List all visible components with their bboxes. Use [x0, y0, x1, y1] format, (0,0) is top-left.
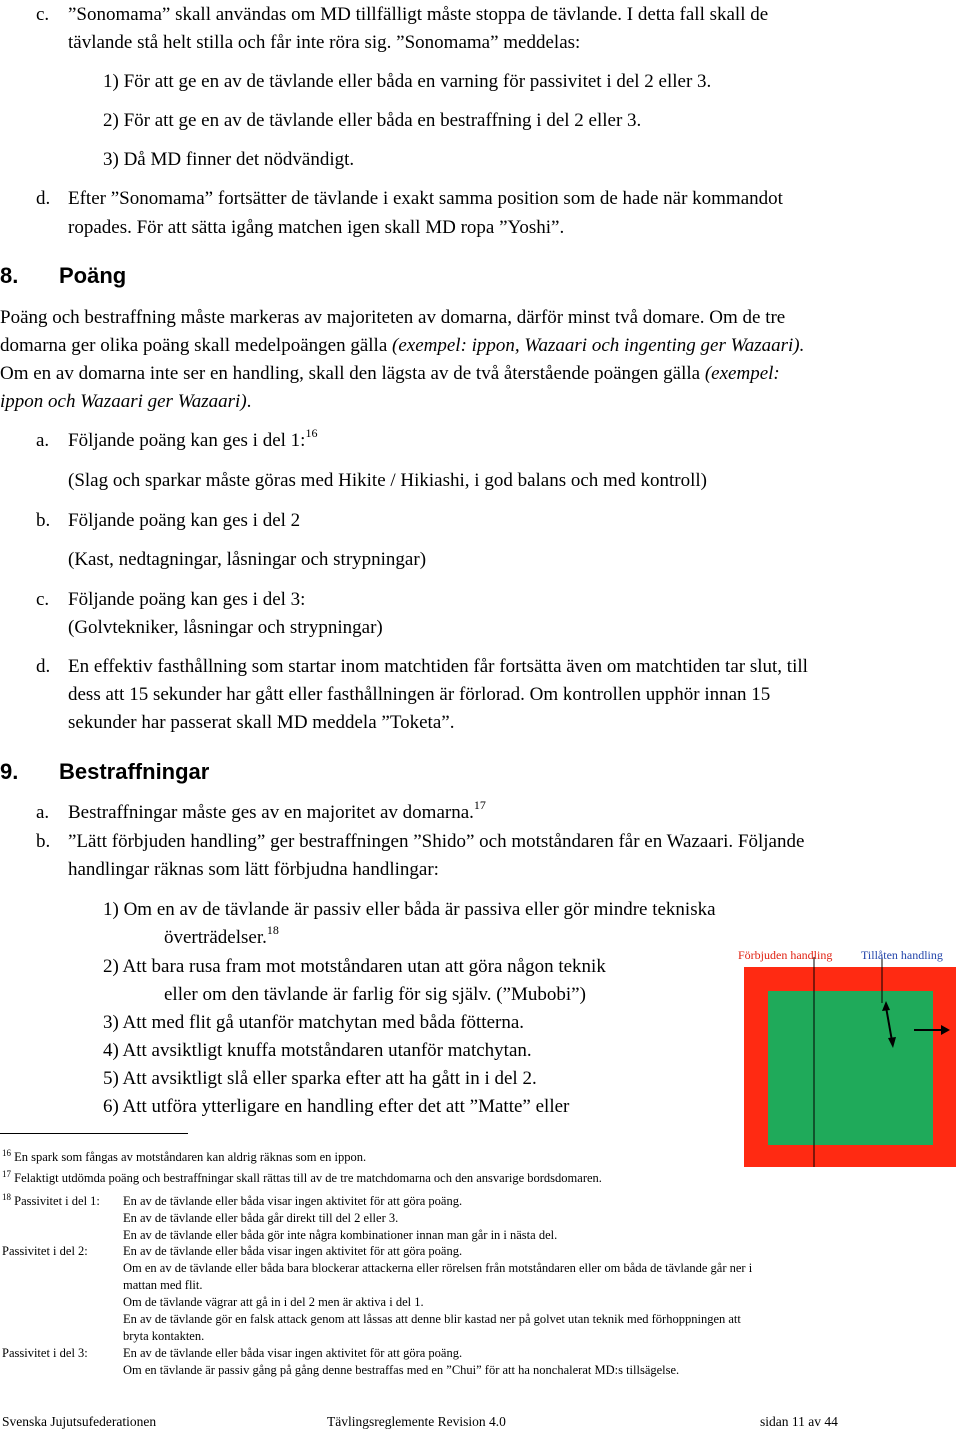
- footnote-text: En spark som fångas av motståndaren kan aldrig räknas som en ippon.: [14, 1150, 367, 1164]
- sub-item: 6) Att utföra ytterligare en handling efter det att ”Matte” eller: [103, 1096, 570, 1117]
- footnote-line: Om de tävlande vägrar att gå in i del 2 men är aktiva i del 1.: [123, 1295, 424, 1309]
- match-area-svg: [736, 945, 958, 1170]
- paragraph-line: sekunder har passerat skall MD meddela ”Toketa”.: [68, 712, 455, 733]
- text-italic: (exempel:: [704, 363, 780, 384]
- item-note: (Kast, nedtagningar, låsningar och strypningar): [68, 549, 427, 570]
- footnote-line: En av de tävlande gör en falsk attack genom att låssas att denne blir kastad ner på golvet utan teknik med förhoppningen att: [123, 1312, 741, 1326]
- paragraph-line: [0, 336, 804, 355]
- list-marker: b.: [36, 831, 51, 852]
- diagram-label-forbidden: Förbjuden handling: [738, 948, 833, 962]
- list-marker: a.: [36, 802, 50, 823]
- list-marker: c.: [36, 4, 50, 25]
- footnote-line: bryta kontakten.: [123, 1329, 205, 1343]
- list-item: [68, 798, 486, 823]
- text-italic: ippon och Wazaari ger Wazaari): [0, 391, 247, 412]
- footnote-number: 17: [2, 1169, 11, 1179]
- item-text: Bestraffningar måste ges av en majoritet av domarna.: [68, 802, 474, 823]
- paragraph-line: tävlande stå helt stilla och får inte röra sig. ”Sonomama” meddelas:: [68, 32, 581, 53]
- sub-item: 4) Att avsiktligt knuffa motståndaren utanför matchytan.: [103, 1040, 532, 1061]
- text-normal: .: [246, 391, 252, 412]
- footnote-line: En av de tävlande eller båda går direkt till del 2 eller 3.: [123, 1211, 399, 1225]
- sub-item: 1) Om en av de tävlande är passiv eller båda är passiva eller gör mindre tekniska: [103, 899, 716, 920]
- section-title: Bestraffningar: [59, 759, 210, 784]
- text-normal: domarna ger olika poäng skall medelpoängen gälla: [0, 335, 393, 356]
- list-marker: a.: [36, 430, 50, 451]
- section-number: 8.: [0, 263, 19, 288]
- footnote: [2, 1192, 100, 1208]
- sub-item: 5) Att avsiktligt slå eller sparka efter att ha gått in i del 2.: [103, 1068, 537, 1089]
- paragraph-line: [0, 364, 780, 383]
- sub-item: eller om den tävlande är farlig för sig själv. (”Mubobi”): [164, 984, 586, 1005]
- sub-item: [164, 923, 279, 948]
- footnote-line: Om en av de tävlande eller båda bara blockerar attackerna eller rörelsen från motståndaren eller om båda de tävlande går ner i: [123, 1261, 753, 1275]
- footnote-separator: [0, 1133, 188, 1134]
- footnote-text: Felaktigt utdömda poäng och bestraffningar skall rättas till av de tre matchdomarna och den ansvarige bordsdomaren.: [14, 1171, 602, 1185]
- sub-item: 1) För att ge en av de tävlande eller båda en varning för passivitet i del 2 eller 3.: [103, 71, 712, 92]
- diagram-label-allowed: Tillåten handling: [861, 948, 943, 962]
- paragraph-line: handlingar räknas som lätt förbjudna handlingar:: [68, 859, 439, 880]
- footnote-label: Passivitet i del 2:: [2, 1244, 88, 1258]
- footer-document: Tävlingsreglemente Revision 4.0: [327, 1414, 506, 1429]
- sub-item: 3) Att med flit gå utanför matchytan med båda fötterna.: [103, 1012, 525, 1033]
- item-note: (Golvtekniker, låsningar och strypningar): [68, 617, 383, 638]
- paragraph-line: Poäng och bestraffning måste markeras av majoriteten av domarna, därför minst två domare. Om de tre: [0, 307, 786, 328]
- footnote-ref[interactable]: 18: [266, 923, 279, 937]
- footnote-line: En av de tävlande eller båda visar ingen aktivitet för att göra poäng.: [123, 1244, 463, 1258]
- list-item: [68, 426, 318, 451]
- paragraph-line: En effektiv fasthållning som startar inom matchtiden får fortsätta även om matchtiden tar slut, till: [68, 656, 808, 677]
- footnote-line: En av de tävlande eller båda visar ingen aktivitet för att göra poäng.: [123, 1194, 463, 1208]
- paragraph-line: ”Sonomama” skall användas om MD tillfälligt måste stoppa de tävlande. I detta fall skall de: [68, 4, 769, 25]
- list-marker: d.: [36, 188, 51, 209]
- footnote-ref[interactable]: 17: [473, 798, 486, 812]
- allowed-zone: [768, 991, 933, 1145]
- footnote-number: 18: [2, 1192, 11, 1202]
- section-title: Poäng: [59, 263, 127, 288]
- footnote-line: mattan med flit.: [123, 1278, 203, 1292]
- paragraph-line: dess att 15 sekunder har gått eller fasthållningen är förlorad. Om kontrollen upphör innan 15: [68, 684, 771, 705]
- list-item: Följande poäng kan ges i del 2: [68, 510, 301, 531]
- paragraph-line: ropades. För att sätta igång matchen igen skall MD ropa ”Yoshi”.: [68, 217, 565, 238]
- text-normal: Om en av domarna inte ser en handling, skall den lägsta av de två återstående poängen gälla: [0, 363, 705, 384]
- sub-item: 2) För att ge en av de tävlande eller båda en bestraffning i del 2 eller 3.: [103, 110, 642, 131]
- footnote-line: En av de tävlande eller båda visar ingen aktivitet för att göra poäng.: [123, 1346, 463, 1360]
- sub-item: 2) Att bara rusa fram mot motståndaren utan att göra någon teknik: [103, 956, 606, 977]
- list-marker: b.: [36, 510, 51, 531]
- footer-organization: Svenska Jujutsufederationen: [2, 1414, 157, 1429]
- footnote: [2, 1148, 367, 1164]
- footnote-label: Passivitet i del 3:: [2, 1346, 88, 1360]
- paragraph-line: [0, 392, 251, 411]
- footnote-line: Om en tävlande är passiv gång på gång denne bestraffas med en ”Chui” för att ha nonchalerat MD:s tillsägelse.: [123, 1363, 680, 1377]
- footnote-number: 16: [2, 1148, 11, 1158]
- paragraph-line: Efter ”Sonomama” fortsätter de tävlande i exakt samma position som de hade när kommandot: [68, 188, 783, 209]
- item-note: (Slag och sparkar måste göras med Hikite / Hikiashi, i god balans och med kontroll): [68, 470, 707, 491]
- match-area-diagram: [736, 945, 958, 1170]
- footnote-label: Passivitet i del 1:: [14, 1194, 100, 1208]
- footnote: [2, 1169, 602, 1185]
- list-marker: d.: [36, 656, 51, 677]
- item-text: Följande poäng kan ges i del 1:: [68, 430, 306, 451]
- section-number: 9.: [0, 759, 19, 784]
- footer-page-number: sidan 11 av 44: [760, 1414, 838, 1429]
- footnote-ref[interactable]: 16: [305, 426, 318, 440]
- paragraph-line: ”Lätt förbjuden handling” ger bestraffningen ”Shido” och motståndaren får en Wazaari. Följande: [68, 831, 805, 852]
- item-text: överträdelser.: [164, 927, 267, 948]
- text-italic: (exempel: ippon, Wazaari och ingenting ger Wazaari).: [392, 335, 805, 356]
- sub-item: 3) Då MD finner det nödvändigt.: [103, 149, 355, 170]
- list-item: Följande poäng kan ges i del 3:: [68, 589, 306, 610]
- footnote-line: En av de tävlande eller båda gör inte några kombinationer innan man går in i nästa del.: [123, 1228, 558, 1242]
- list-marker: c.: [36, 589, 50, 610]
